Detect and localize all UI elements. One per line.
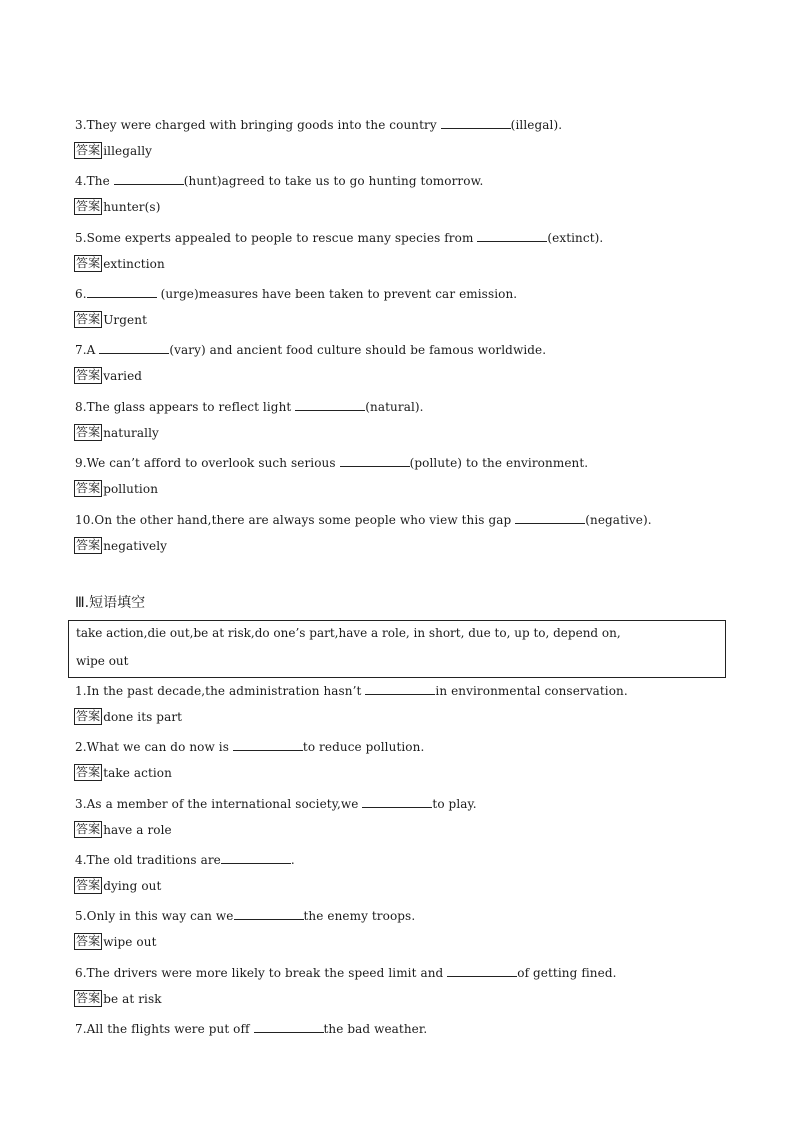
answer-label: 答案 — [76, 199, 101, 213]
answer-text: have a role — [103, 822, 172, 837]
answer-6 — [74, 311, 147, 328]
question-7 — [75, 341, 546, 358]
question-8 — [75, 398, 424, 415]
question-text: (natural). — [365, 400, 424, 414]
phrase-question-1 — [75, 682, 628, 699]
question-text: in environmental conservation. — [435, 684, 628, 698]
answer-10 — [74, 537, 167, 554]
phrase-answer-5 — [74, 933, 157, 950]
phrase-answer-1 — [74, 708, 182, 725]
answer-label: 答案 — [76, 481, 101, 495]
question-text: 5.Only in this way can we — [75, 909, 234, 923]
answer-blank — [254, 1020, 324, 1033]
question-text: 7.All the flights were put off — [75, 1022, 254, 1036]
question-text: 4.The — [75, 174, 114, 188]
question-text: (illegal). — [510, 118, 563, 132]
phrase-question-4 — [75, 851, 295, 868]
question-text: (hunt)agreed to take us to go hunting tomorrow. — [183, 174, 484, 188]
answer-blank — [114, 172, 184, 185]
question-text: 10.On the other hand,there are always some people who view this gap — [75, 513, 516, 527]
answer-label: 答案 — [76, 709, 101, 723]
answer-5 — [74, 255, 165, 272]
question-3 — [75, 116, 562, 133]
answer-text: take action — [103, 765, 172, 780]
question-text: 3.They were charged with bringing goods into the country — [75, 118, 441, 132]
question-text: (negative). — [585, 513, 652, 527]
answer-label: 答案 — [76, 143, 101, 157]
question-text: 4.The old traditions are — [75, 853, 221, 867]
phrase-question-7 — [75, 1020, 427, 1037]
phrase-question-5 — [75, 907, 415, 924]
question-text: of getting fined. — [517, 966, 617, 980]
answer-label: 答案 — [76, 765, 101, 779]
answer-label: 答案 — [76, 256, 101, 270]
question-6 — [75, 285, 517, 302]
word-bank-line: wipe out — [76, 654, 129, 668]
answer-blank — [441, 116, 511, 129]
question-10 — [75, 511, 652, 528]
answer-blank — [365, 682, 435, 695]
answer-label: 答案 — [76, 991, 101, 1005]
answer-label: 答案 — [76, 312, 101, 326]
phrase-answer-3 — [74, 821, 172, 838]
question-text: 5.Some experts appealed to people to rescue many species from — [75, 231, 478, 245]
answer-3 — [74, 142, 152, 159]
answer-7 — [74, 367, 142, 384]
answer-blank — [234, 907, 304, 920]
answer-text: be at risk — [103, 991, 162, 1006]
question-text: 9.We can’t afford to overlook such serious — [75, 456, 340, 470]
answer-text: hunter(s) — [103, 199, 161, 214]
phrase-answer-6 — [74, 990, 162, 1007]
word-bank-line: take action,die out,be at risk,do one’s part,have a role, in short, due to, up to, depend on, — [76, 626, 621, 640]
question-text: to play. — [432, 797, 477, 811]
question-text: (extinct). — [547, 231, 604, 245]
answer-text: done its part — [103, 709, 183, 724]
answer-4 — [74, 198, 160, 215]
answer-blank — [221, 851, 291, 864]
question-9 — [75, 454, 588, 471]
answer-blank — [477, 229, 547, 242]
answer-label: 答案 — [76, 934, 101, 948]
phrase-question-3 — [75, 795, 477, 812]
answer-9 — [74, 480, 158, 497]
answer-blank — [295, 398, 365, 411]
answer-label: 答案 — [76, 425, 101, 439]
answer-blank — [340, 454, 410, 467]
question-text: to reduce pollution. — [302, 740, 425, 754]
phrase-answer-4 — [74, 877, 161, 894]
answer-blank — [99, 341, 169, 354]
answer-text: naturally — [103, 425, 159, 440]
question-text: (pollute) to the environment. — [409, 456, 589, 470]
question-text: 8.The glass appears to reflect light — [75, 400, 296, 414]
answer-text: extinction — [103, 256, 165, 271]
question-5 — [75, 229, 603, 246]
answer-label: 答案 — [76, 368, 101, 382]
answer-text: negatively — [103, 538, 168, 553]
phrase-question-6 — [75, 964, 617, 981]
answer-8 — [74, 424, 159, 441]
question-text: 6.The drivers were more likely to break the speed limit and — [75, 966, 448, 980]
answer-blank — [87, 285, 157, 298]
answer-blank — [362, 795, 432, 808]
answer-text: Urgent — [103, 312, 147, 327]
question-text: the bad weather. — [323, 1022, 428, 1036]
answer-blank — [447, 964, 517, 977]
phrase-answer-2 — [74, 764, 172, 781]
answer-text: pollution — [103, 481, 159, 496]
question-text: . — [290, 853, 295, 867]
answer-label: 答案 — [76, 538, 101, 552]
question-4 — [75, 172, 483, 189]
section-heading: Ⅲ.短语填空 — [75, 595, 146, 611]
question-text: 2.What we can do now is — [75, 740, 233, 754]
question-text: the enemy troops. — [303, 909, 416, 923]
question-text: (urge)measures have been taken to prevent car emission. — [156, 287, 518, 301]
answer-text: varied — [103, 368, 143, 383]
question-text: 1.In the past decade,the administration hasn’t — [75, 684, 366, 698]
answer-text: illegally — [103, 143, 153, 158]
answer-blank — [233, 738, 303, 751]
answer-label: 答案 — [76, 822, 101, 836]
answer-text: dying out — [103, 878, 162, 893]
phrase-question-2 — [75, 738, 424, 755]
question-text: 7.A — [75, 343, 100, 357]
answer-blank — [515, 511, 585, 524]
question-text: 3.As a member of the international society,we — [75, 797, 363, 811]
question-text: 6. — [75, 287, 87, 301]
question-text: (vary) and ancient food culture should be famous worldwide. — [169, 343, 547, 357]
answer-text: wipe out — [103, 934, 157, 949]
word-bank-box — [68, 620, 726, 678]
answer-label: 答案 — [76, 878, 101, 892]
